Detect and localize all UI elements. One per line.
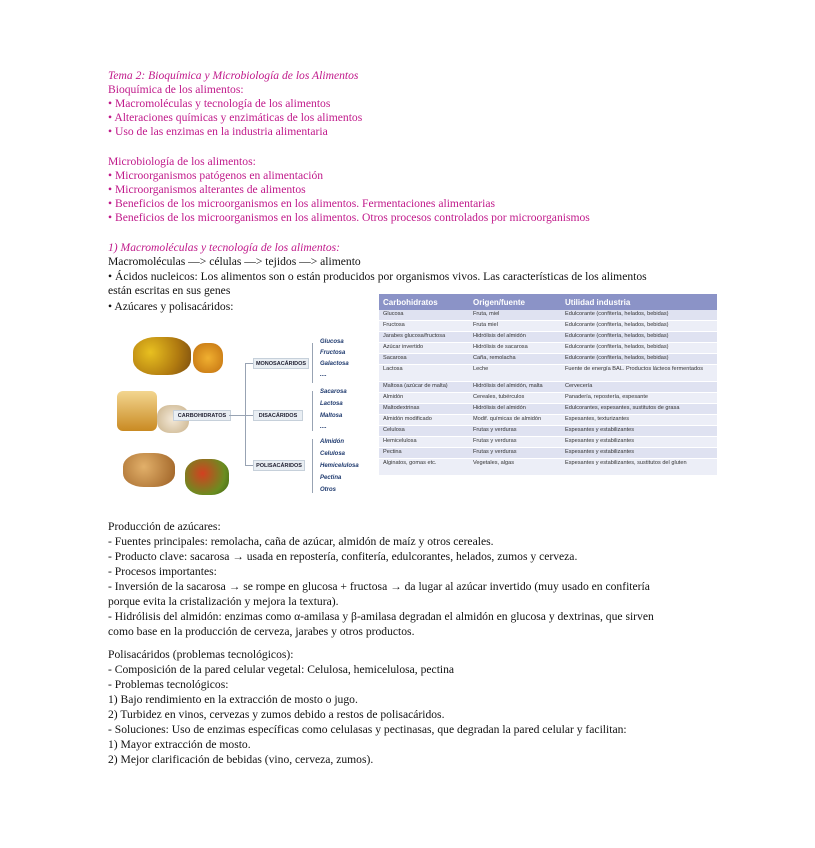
bracket xyxy=(312,439,313,493)
table-row xyxy=(379,354,717,365)
production-line: - Hidrólisis del almidón: enzimas como α-amilasa y β-amilasa degradan el almidón en glucosa y dextrinas, que sirven xyxy=(108,610,654,623)
production-line: como base en la producción de cerveza, jarabes y otros productos. xyxy=(108,625,415,638)
bread-image xyxy=(123,453,175,487)
vegetables-image xyxy=(185,459,229,495)
polysaccharide-line: - Composición de la pared celular vegetal: Celulosa, hemicelulosa, pectina xyxy=(108,663,455,676)
table-row xyxy=(379,321,717,332)
table-cell: Edulcorante (confitería, helados, bebidas) xyxy=(561,343,717,354)
table-cell: Edulcorante (confitería, helados, bebidas) xyxy=(561,321,717,332)
sugar-item: Glucosa xyxy=(320,339,344,345)
table-cell: Edulcorantes, espesantes, sustitutos de grasa xyxy=(561,404,717,415)
table-cell: Azúcar invertido xyxy=(379,343,469,354)
macro-chain: Macromoléculas —> células —> tejidos —> alimento xyxy=(108,255,361,268)
fruit-image xyxy=(133,337,191,375)
connector-line xyxy=(245,363,246,465)
table-cell: Jarabes glucosa/fructosa xyxy=(379,332,469,343)
bio-item: • Uso de las enzimas en la industria alimentaria xyxy=(108,125,328,138)
table-cell: Alginatos, gomas etc. xyxy=(379,459,469,476)
connector-line xyxy=(245,415,253,416)
polysaccharide-line: 1) Mayor extracción de mosto. xyxy=(108,738,251,751)
table-cell: Glucosa xyxy=(379,310,469,321)
polysaccharide-line: 2) Turbidez en vinos, cervezas y zumos debido a restos de polisacáridos. xyxy=(108,708,445,721)
table-row xyxy=(379,415,717,426)
table-cell: Cereales, tubérculos xyxy=(469,393,561,404)
table-cell: Edulcorante (confitería, helados, bebidas) xyxy=(561,310,717,321)
table-cell: Pectina xyxy=(379,448,469,459)
table-row xyxy=(379,426,717,437)
table-cell: Almidón modificado xyxy=(379,415,469,426)
sugar-item: .... xyxy=(320,424,327,430)
bio-item: • Alteraciones químicas y enzimáticas de los alimentos xyxy=(108,111,363,124)
table-cell: Frutas y verduras xyxy=(469,448,561,459)
table-row xyxy=(379,365,717,382)
sugar-item: Sacarosa xyxy=(320,389,347,395)
table-cell: Fruta miel xyxy=(469,321,561,332)
section-title: 1) Macromoléculas y tecnología de los alimentos: xyxy=(108,241,341,254)
sugar-item: Fructosa xyxy=(320,350,346,356)
table-row xyxy=(379,310,717,321)
sugar-item: Hemicelulosa xyxy=(320,463,359,469)
table-row xyxy=(379,448,717,459)
table-row xyxy=(379,343,717,354)
table-cell: Fructosa xyxy=(379,321,469,332)
table-cell: Hidrólisis del almidón xyxy=(469,332,561,343)
production-line: - Fuentes principales: remolacha, caña de azúcar, almidón de maíz y otros cereales. xyxy=(108,535,494,548)
table-cell: Lactosa xyxy=(379,365,469,382)
table-cell: Vegetales, algas xyxy=(469,459,561,476)
sugar-item: Lactosa xyxy=(320,401,343,407)
bracket xyxy=(312,391,313,431)
table-cell: Fuente de energía BAL. Productos lácteos fermentados xyxy=(561,365,717,382)
micro-item: • Microorganismos patógenos en alimentación xyxy=(108,169,324,182)
sugar-item: Almidón xyxy=(320,439,344,445)
column-header: Carbohidratos xyxy=(379,294,469,310)
column-header: Utilidad industria xyxy=(561,294,717,310)
table-cell: Frutas y verduras xyxy=(469,426,561,437)
table-row xyxy=(379,437,717,448)
production-line: - Inversión de la sacarosa → se rompe en glucosa + fructosa → da lugar al azúcar invertido (muy usado en confitería xyxy=(108,580,650,593)
connector-line xyxy=(229,415,245,416)
production-line: - Procesos importantes: xyxy=(108,565,217,578)
polysaccharide-line: - Problemas tecnológicos: xyxy=(108,678,229,691)
polysaccharide-line: 1) Bajo rendimiento en la extracción de mosto o jugo. xyxy=(108,693,358,706)
sugar-item: Celulosa xyxy=(320,451,346,457)
table-cell: Maltodextrinas xyxy=(379,404,469,415)
table-cell: Celulosa xyxy=(379,426,469,437)
monosaccharides-box: MONOSACÁRIDOS xyxy=(253,358,309,369)
table-cell: Espesantes y estabilizantes xyxy=(561,448,717,459)
polysaccharides-box: POLISACÁRIDOS xyxy=(253,460,305,471)
sugar-item: Pectina xyxy=(320,475,342,481)
disaccharides-box: DISACÁRIDOS xyxy=(253,410,303,421)
table-cell: Espesantes y estabilizantes xyxy=(561,426,717,437)
production-line: - Producto clave: sacarosa → usada en repostería, confitería, edulcorantes, helados, zumos y cerveza. xyxy=(108,550,578,563)
micro-item: • Beneficios de los microorganismos en los alimentos. Fermentaciones alimentarias xyxy=(108,197,495,210)
carbohydrates-box: CARBOHIDRATOS xyxy=(173,410,231,421)
table-row xyxy=(379,382,717,393)
connector-line xyxy=(245,465,253,466)
sugar-item: Galactosa xyxy=(320,361,349,367)
micro-title: Microbiología de los alimentos: xyxy=(108,155,256,168)
table-cell: Modif. químicas de almidón xyxy=(469,415,561,426)
sugars-line: • Azúcares y polisacáridos: xyxy=(108,300,234,313)
table-cell: Cervecería xyxy=(561,382,717,393)
nucleic-acids-line: • Ácidos nucleicos: Los alimentos son o están producidos por organismos vivos. Las características de los alimentos xyxy=(108,270,647,283)
table-cell: Espesantes y estabilizantes, sustitutos del gluten xyxy=(561,459,717,476)
table-cell: Hidrólisis de sacarosa xyxy=(469,343,561,354)
table-row xyxy=(379,393,717,404)
sugar-item: Maltosa xyxy=(320,413,343,419)
micro-item: • Beneficios de los microorganismos en los alimentos. Otros procesos controlados por microorganismos xyxy=(108,211,590,224)
carbohydrate-table xyxy=(379,294,717,476)
table-row xyxy=(379,459,717,476)
table-row xyxy=(379,332,717,343)
table-cell: Caña, remolacha xyxy=(469,354,561,365)
doc-title: Tema 2: Bioquímica y Microbiología de los Alimentos xyxy=(108,69,359,82)
table-cell: Almidón xyxy=(379,393,469,404)
production-line: porque evita la cristalización y mejora la textura). xyxy=(108,595,339,608)
polysaccharide-line: 2) Mejor clarificación de bebidas (vino, cerveza, zumos). xyxy=(108,753,374,766)
table-cell: Edulcorante (confitería, helados, bebidas) xyxy=(561,354,717,365)
table-header-row xyxy=(379,294,717,310)
table-cell: Frutas y verduras xyxy=(469,437,561,448)
bracket xyxy=(312,343,313,383)
connector-line xyxy=(245,363,253,364)
micro-item: • Microorganismos alterantes de alimentos xyxy=(108,183,306,196)
table-cell: Maltosa (azúcar de malta) xyxy=(379,382,469,393)
polysaccharide-line: Polisacáridos (problemas tecnológicos): xyxy=(108,648,294,661)
sugar-item: Otros xyxy=(320,487,337,493)
bio-item: • Macromoléculas y tecnología de los alimentos xyxy=(108,97,331,110)
bio-title: Bioquímica de los alimentos: xyxy=(108,83,244,96)
production-line: Producción de azúcares: xyxy=(108,520,221,533)
table-cell: Hemicelulosa xyxy=(379,437,469,448)
table-cell: Espesantes, texturizantes xyxy=(561,415,717,426)
nucleic-acids-line-cont: están escritas en sus genes xyxy=(108,284,231,297)
table-cell: Hidrólisis del almidón, malta xyxy=(469,382,561,393)
table-cell: Espesantes y estabilizantes xyxy=(561,437,717,448)
column-header: Origen/fuente xyxy=(469,294,561,310)
table-cell: Edulcorante (confitería, helados, bebidas) xyxy=(561,332,717,343)
table-cell: Fruta, miel xyxy=(469,310,561,321)
table-cell: Hidrólisis del almidón xyxy=(469,404,561,415)
table-row xyxy=(379,404,717,415)
carbohydrate-diagram xyxy=(115,333,359,503)
honey-image xyxy=(193,343,223,373)
table-cell: Leche xyxy=(469,365,561,382)
table-cell: Sacarosa xyxy=(379,354,469,365)
syrup-bottles-image xyxy=(117,391,157,431)
polysaccharide-line: - Soluciones: Uso de enzimas específicas como celulasas y pectinasas, que degradan la pared celular y facilitan: xyxy=(108,723,627,736)
table-cell: Panadería, repostería, espesante xyxy=(561,393,717,404)
sugar-item: .... xyxy=(320,372,327,378)
